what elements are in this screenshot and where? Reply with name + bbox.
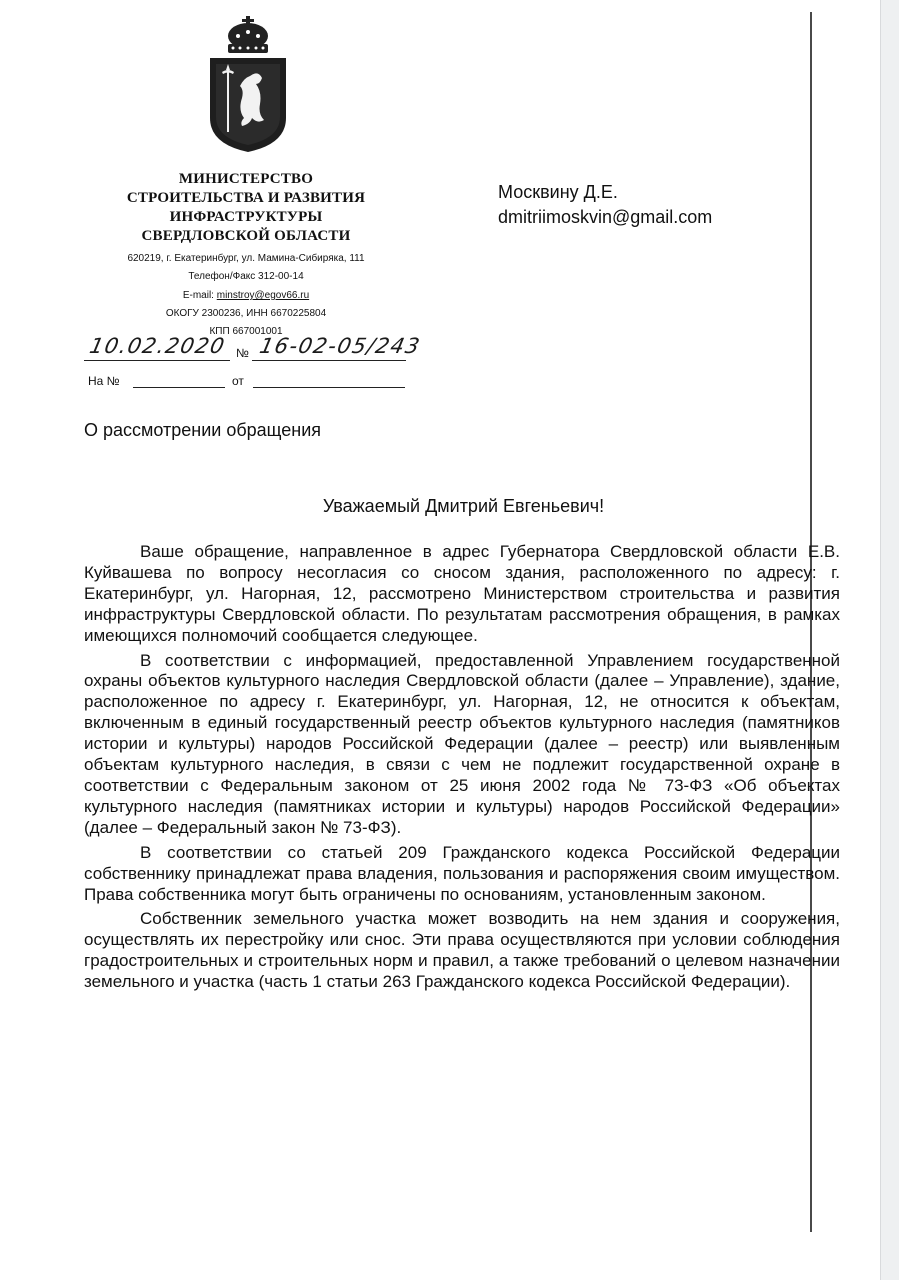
viewer-right-strip	[880, 0, 899, 1280]
ministry-name-line-3: ИНФРАСТРУКТУРЫ	[169, 209, 323, 225]
handwritten-number: 16-02-05/243	[257, 334, 424, 358]
in-reply-label: На №	[88, 374, 120, 388]
addressee-name: Москвину Д.Е.	[498, 182, 618, 202]
letter-body	[84, 542, 840, 997]
greeting: Уважаемый Дмитрий Евгеньевич!	[322, 496, 605, 516]
ministry-name-line-1: МИНИСТЕРСТВО	[178, 171, 314, 187]
ministry-name-line-2: СТРОИТЕЛЬСТВА И РАЗВИТИЯ	[126, 190, 366, 206]
addressee-email: dmitriimoskvin@gmail.com	[498, 207, 713, 227]
date-underline	[84, 360, 230, 361]
addressee	[498, 180, 712, 230]
in-reply-underline	[133, 387, 225, 388]
ministry-address: 620219, г. Екатеринбург, ул. Мамина-Сибиряка, 111	[127, 253, 365, 264]
ministry-codes: ОКОГУ 2300236, ИНН 6670225804	[165, 308, 327, 319]
from-label: от	[232, 374, 244, 388]
ministry-name-line-4: СВЕРДЛОВСКОЙ ОБЛАСТИ	[141, 228, 351, 244]
ministry-phone: Телефон/Факс 312-00-14	[188, 271, 304, 282]
paragraph-4: Собственник земельного участка может возводить на нем здания и сооружения, осуществлять их перестройку или снос. Эти права осуществляются при условии соблюдения градостроительных и строительных норм и правил, а также требований о целевом назначении земельного и участка (часть 1 статьи 263 Гражданского кодекса Российской Федерации).	[84, 909, 840, 992]
email-label: E-mail:	[182, 290, 214, 301]
paragraph-2: В соответствии с информацией, предоставленной Управлением государственной охраны объектов культурного наследия Свердловской области (далее – Управление), здание, расположенное по адресу г. Екатеринбург, ул. Нагорная, 12, не относится к объектам, включенным в единый государственный реестр объектов культурного наследия (памятников истории и культуры) народов Российской Федерации (далее – реестр) или выявленным объектам культурного наследия, в связи с чем не подлежит государственной охране в соответствии с Федеральным законом от 25 июня 2002 года № 73-ФЗ «Об объектах культурного наследия (памятниках истории и культуры) народов Российской Федерации» (далее – Федеральный закон № 73-ФЗ).	[84, 650, 840, 837]
ministry-kpp: КПП 667001001	[209, 326, 283, 337]
number-underline	[252, 360, 406, 361]
registration-block	[84, 334, 424, 366]
letter-subject: О рассмотрении обращения	[84, 420, 322, 440]
coat-of-arms-emblem	[202, 14, 294, 154]
ministry-name	[96, 170, 396, 246]
ministry-email-line	[96, 289, 396, 302]
handwritten-date: 10.02.2020	[87, 334, 228, 358]
ministry-email-link[interactable]: minstroy@egov66.ru	[216, 290, 310, 301]
paragraph-3: В соответствии со статьей 209 Гражданского кодекса Российской Федерации собственнику принадлежат права владения, пользования и распоряжения своим имуществом. Права собственника могут быть ограничены по основаниям, установленным законом.	[84, 842, 840, 904]
from-underline	[253, 387, 405, 388]
number-label: №	[236, 346, 249, 360]
paragraph-1: Ваше обращение, направленное в адрес Губернатора Свердловской области Е.В. Куйвашева по вопросу несогласия со сносом здания, расположенного по адресу: г. Екатеринбург, ул. Нагорная, 12, рассмотрено Министерством строительства и развития инфраструктуры Свердловской области. По результатам рассмотрения обращения, в рамках имеющихся полномочий сообщается следующее.	[84, 542, 840, 645]
